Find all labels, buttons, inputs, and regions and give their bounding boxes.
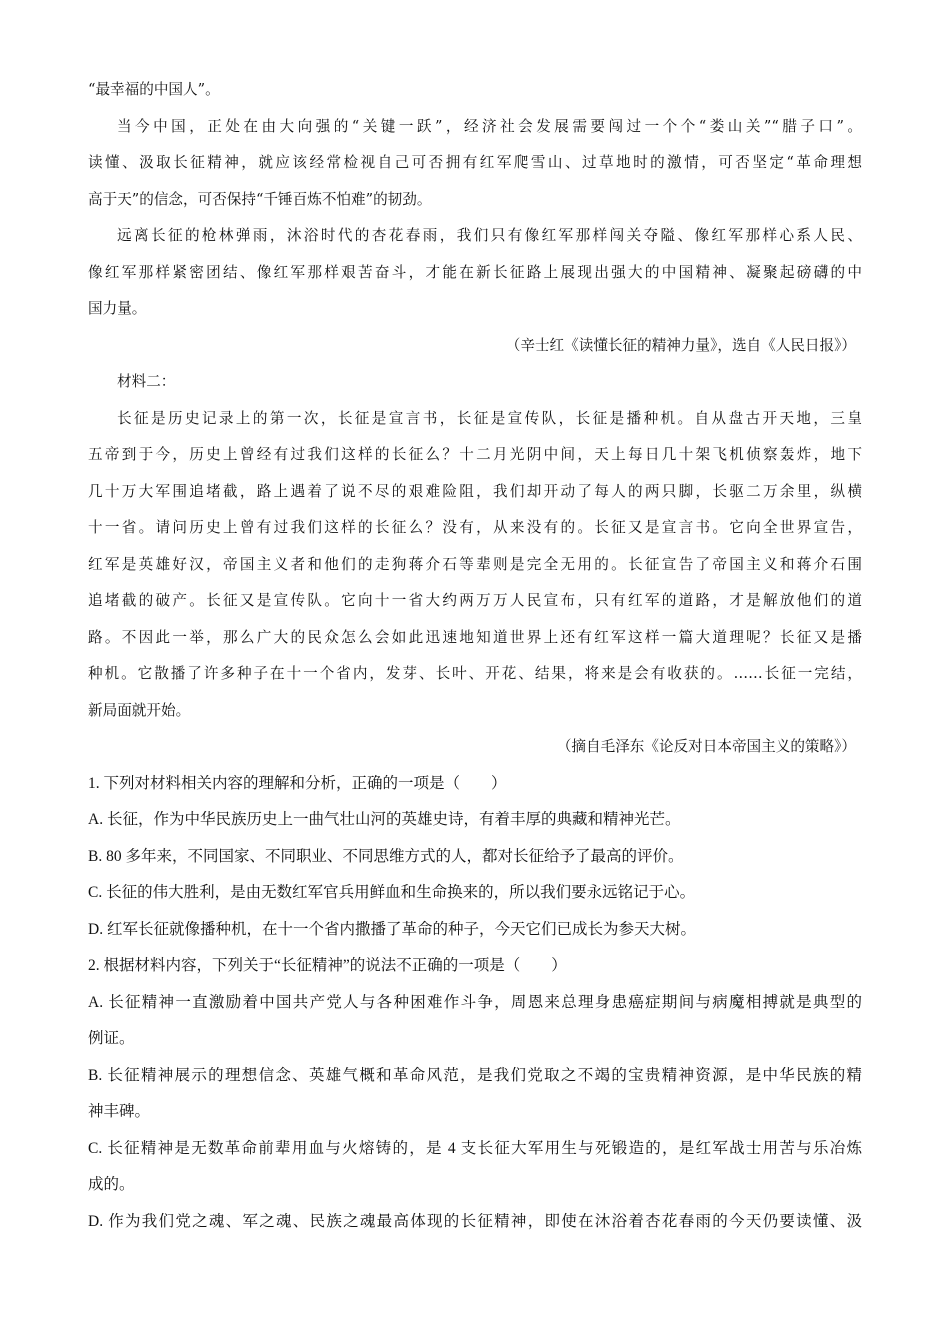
- passage-line: 追堵截的破产。长征又是宣传队。它向十一省大约两万万人民宣布，只有红军的道路，才是解放他们的道: [88, 592, 862, 609]
- answer-option: A. 长征，作为中华民族历史上一曲气壮山河的英雄史诗，有着丰厚的典藏和精神光芒。: [88, 811, 681, 828]
- passage-line: 五帝到于今，历史上曾经有过我们这样的长征么？十二月光阴中间，天上每日几十架飞机侦察轰炸，地下: [88, 446, 862, 463]
- document-page: [88, 72, 862, 1240]
- answer-option: D. 红军长征就像播种机，在十一个省内撒播了革命的种子，今天它们已成长为参天大树。: [88, 920, 696, 938]
- answer-option-continuation: 成的。: [88, 1176, 135, 1193]
- passage-line: 读懂、汲取长征精神，就应该经常检视自己可否拥有红军爬雪山、过草地时的激情，可否坚定“革命理想: [88, 154, 862, 171]
- answer-option-continuation: 神丰碑。: [88, 1103, 151, 1120]
- passage-line: 种机。它散播了许多种子在十一个省内，发芽、长叶、开花、结果，将来是会有收获的。……长征一完结，: [88, 665, 862, 682]
- passage-line: 长征是历史记录上的第一次，长征是宣言书，长征是宣传队，长征是播种机。自从盘古开天地，三皇: [117, 409, 862, 427]
- passage-line: 国力量。: [88, 300, 147, 317]
- answer-option: C. 长征的伟大胜利，是由无数红军官兵用鲜血和生命换来的，所以我们要永远铭记于心。: [88, 884, 696, 901]
- passage-line: 几十万大军围追堵截，路上遇着了说不尽的艰难险阻，我们却开动了每人的两只脚，长驱二万余里，纵横: [88, 482, 862, 500]
- passage-line: 像红军那样紧密团结、像红军那样艰苦奋斗，才能在新长征路上展现出强大的中国精神、凝聚起磅礴的中: [88, 263, 862, 281]
- passage-line: 十一省。请问历史上曾有过我们这样的长征么？没有，从来没有的。长征又是宣言书。它向全世界宣告，: [88, 519, 862, 536]
- answer-option-continuation: 例证。: [88, 1030, 135, 1047]
- passage-line: 高于天”的信念，可否保持“千锤百炼不怕难”的韧劲。: [88, 190, 432, 208]
- passage-line: 新局面就开始。: [88, 701, 191, 719]
- answer-option: C. 长征精神是无数革命前辈用血与火熔铸的，是 4 支长征大军用生与死锻造的，是红军战士用苦与乐冶炼: [88, 1139, 862, 1157]
- source-citation: （摘自毛泽东《论反对日本帝国主义的策略》）: [556, 738, 856, 755]
- passage-line: 当今中国，正处在由大向强的“关键一跃”，经济社会发展需要闯过一个个“娄山关”“腊子口”。: [117, 117, 862, 135]
- answer-option: D. 作为我们党之魂、军之魂、民族之魂最高体现的长征精神，即使在沐浴着杏花春雨的今天仍要读懂、汲: [88, 1212, 862, 1230]
- source-citation: （辛士红《读懂长征的精神力量》，选自《人民日报》）: [505, 336, 856, 354]
- answer-option: A. 长征精神一直激励着中国共产党人与各种困难作斗争，周恩来总理身患癌症期间与病魔相搏就是典型的: [88, 993, 862, 1011]
- material-heading: 材料二：: [117, 373, 176, 390]
- answer-option: B. 长征精神展示的理想信念、英雄气概和革命风范，是我们党取之不竭的宝贵精神资源，是中华民族的精: [88, 1066, 862, 1084]
- passage-line: 路。不因此一举，那么广大的民众怎么会如此迅速地知道世界上还有红军这样一篇大道理呢？长征又是播: [88, 628, 862, 646]
- passage-line: 红军是英雄好汉，帝国主义者和他们的走狗蒋介石等辈则是完全无用的。长征宣告了帝国主义和蒋介石围: [88, 555, 862, 573]
- passage-line: 远离长征的枪林弹雨，沐浴时代的杏花春雨，我们只有像红军那样闯关夺隘、像红军那样心系人民、: [117, 227, 862, 244]
- question-stem: 2. 根据材料内容，下列关于“长征精神”的说法不正确的一项是（ ）: [88, 957, 567, 974]
- answer-option: B. 80 多年来，不同国家、不同职业、不同思维方式的人，都对长征给予了最高的评价。: [88, 847, 684, 865]
- question-stem: 1. 下列对材料相关内容的理解和分析，正确的一项是（ ）: [88, 774, 507, 792]
- passage-line: “最幸福的中国人”。: [88, 81, 220, 98]
